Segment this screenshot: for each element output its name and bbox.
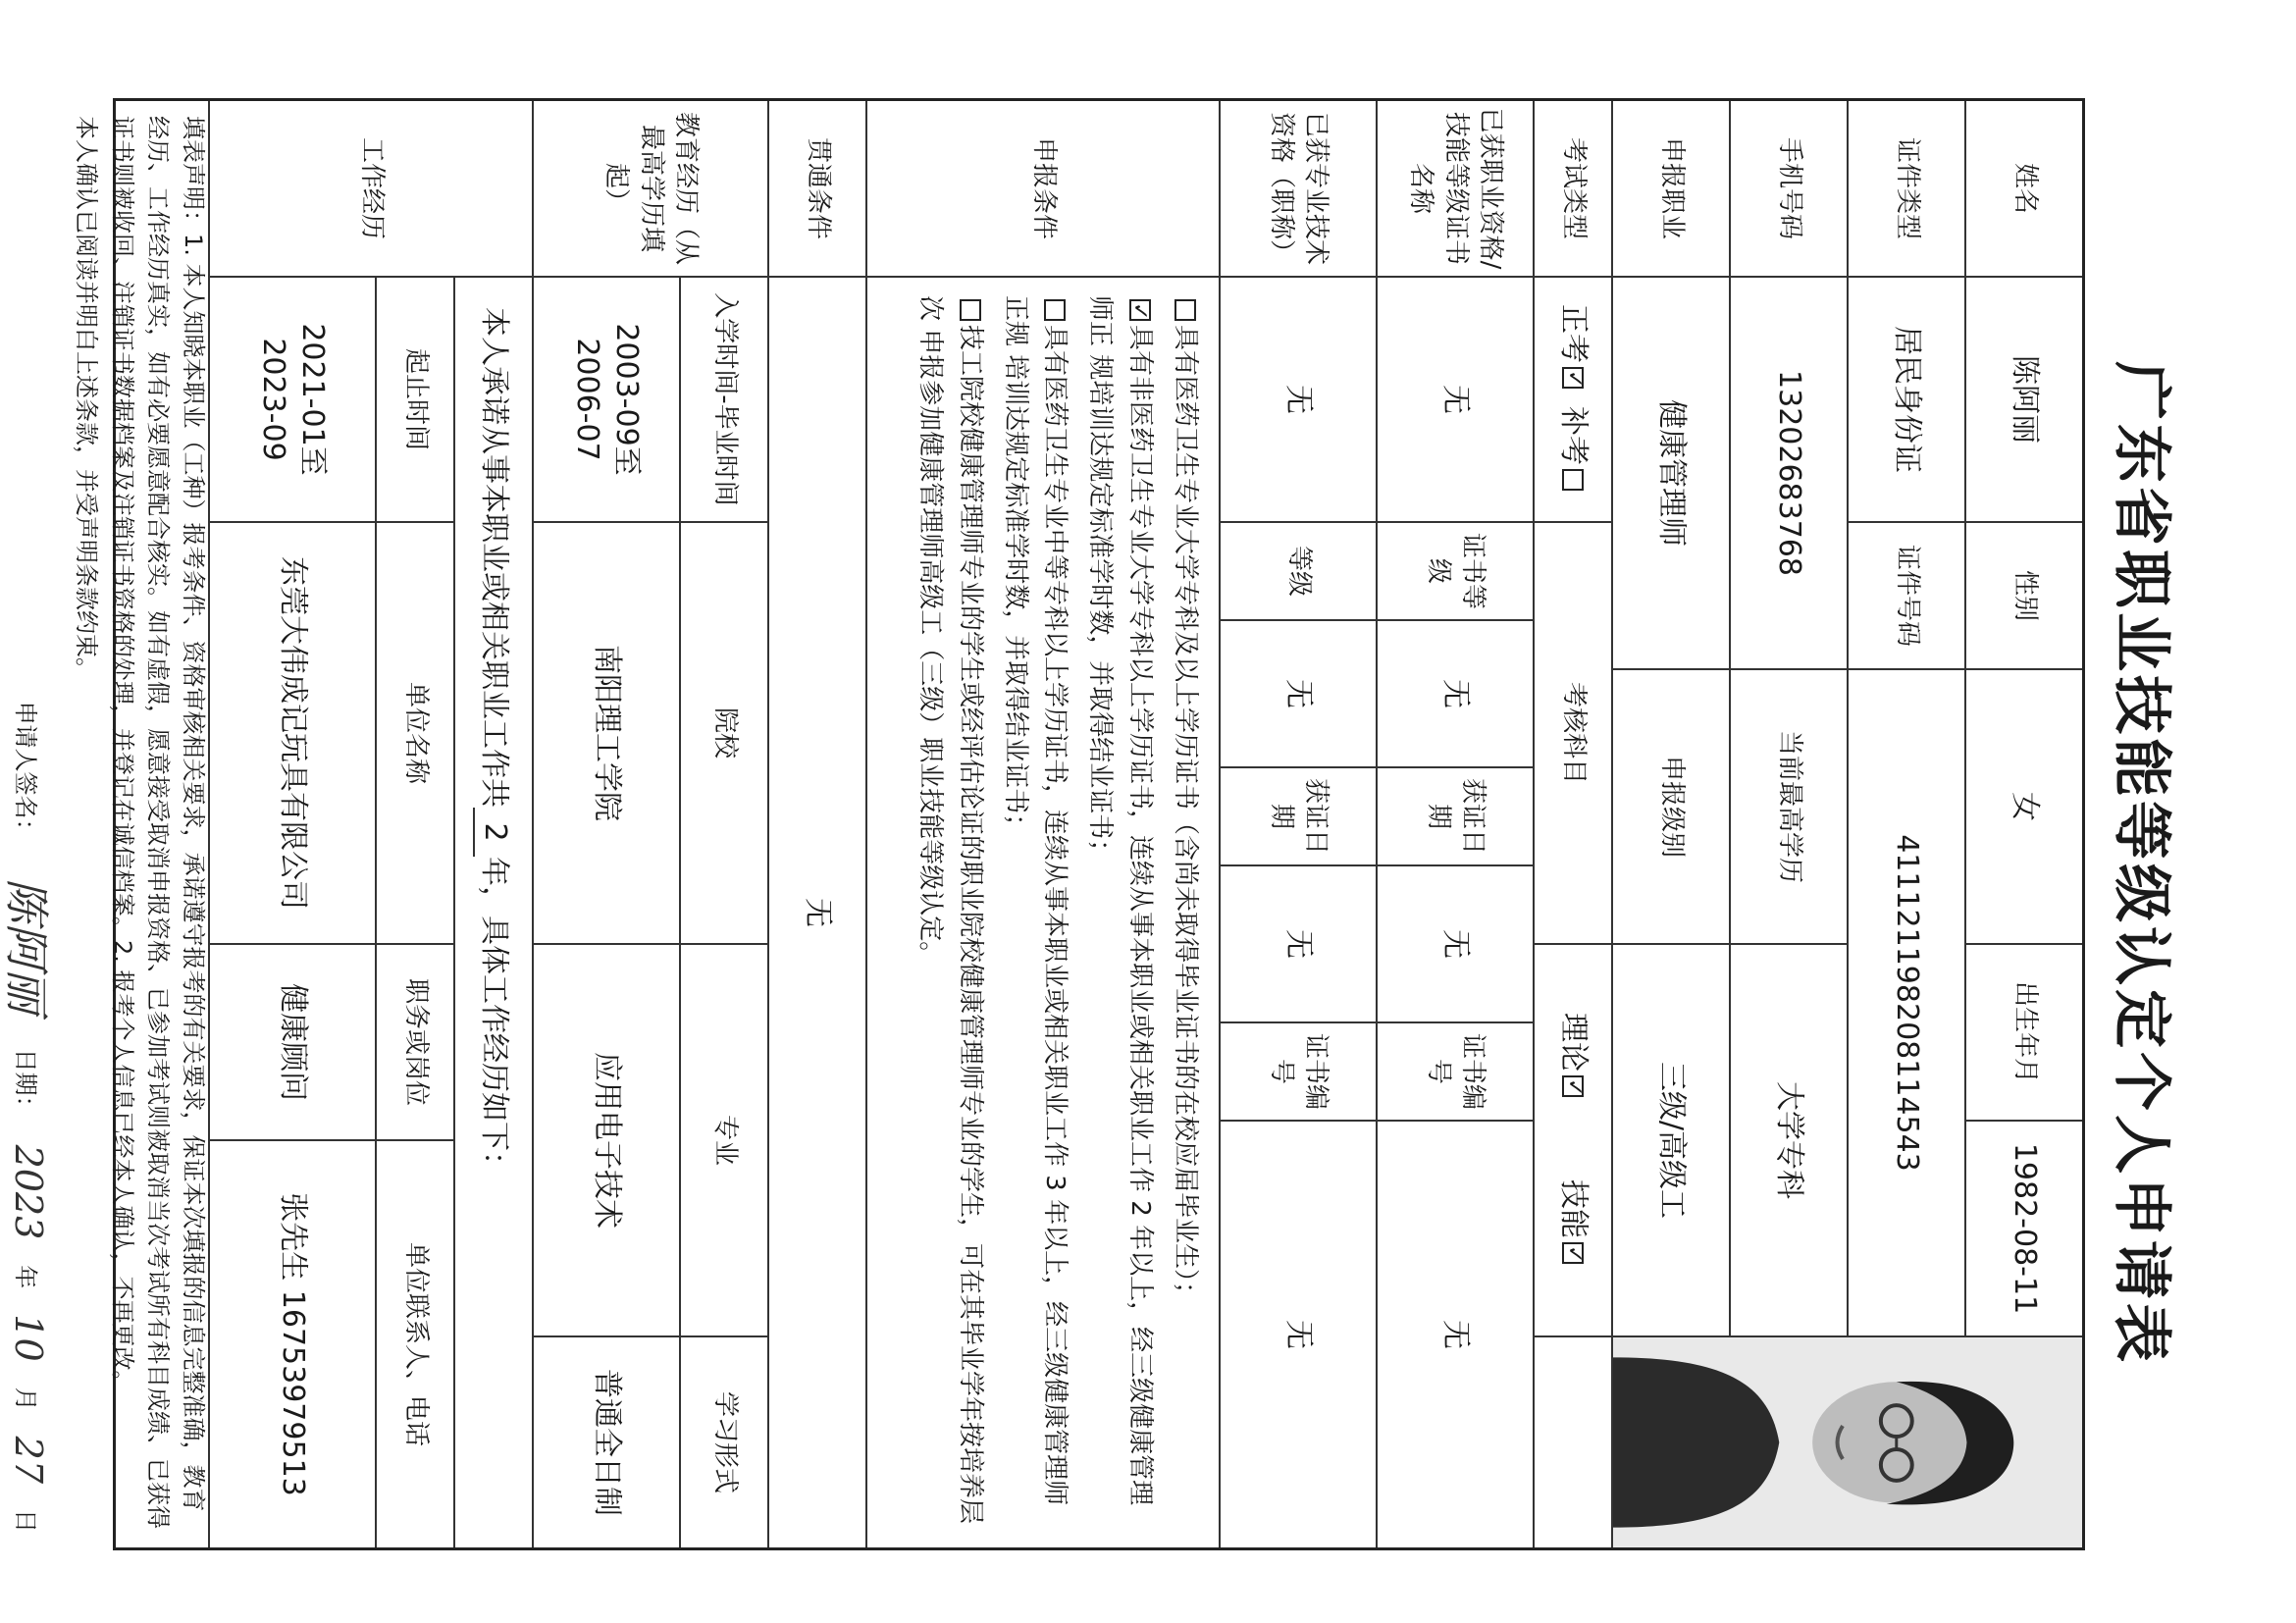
makeup-exam-checkbox[interactable] bbox=[1562, 469, 1584, 491]
condition-item: 技工院校健康管理师专业的学生或经评估论证的职业院校健康管理师专业的学生，可在其毕业学年按培养层次 申报参加健康管理师高级工（三级）职业技能等级认定。 bbox=[915, 295, 985, 1525]
condition-item: 具有医药卫生专业大学专科及以上学历证书（含尚未取得毕业证书的在校应届毕业生）； bbox=[1166, 295, 1205, 1530]
education-history-label: 教育经历（从最高学历填起） bbox=[532, 101, 767, 278]
birth-value: 1982-08-11 bbox=[1964, 1122, 2082, 1337]
applicant-signature[interactable]: 陈阿丽 bbox=[0, 868, 62, 1023]
study-form-value: 普通全日制 bbox=[532, 1337, 679, 1547]
skill-text: 技能 bbox=[1556, 1179, 1592, 1238]
name-value: 陈阿丽 bbox=[1964, 278, 2082, 523]
id-type-value: 居民身份证 bbox=[1847, 278, 1964, 523]
form-title: 广东省职业技能等级认定个人申请表 bbox=[2107, 361, 2175, 1366]
skill-checkbox[interactable] bbox=[1562, 1242, 1584, 1264]
link-condition-label: 贯通条件 bbox=[767, 101, 865, 278]
title-level-value: 无 bbox=[1219, 621, 1376, 768]
gender-label: 性别 bbox=[1964, 523, 2082, 670]
applicant-photo bbox=[1611, 1337, 2082, 1547]
cert-date-value: 无 bbox=[1376, 866, 1533, 1023]
cert-name-label: 已获职业资格/技能等级证书名称 bbox=[1376, 101, 1533, 278]
condition-4-checkbox[interactable] bbox=[960, 299, 981, 321]
conditions-list bbox=[865, 278, 1219, 1547]
regular-exam-text: 正考 bbox=[1556, 304, 1592, 363]
condition-2-checkbox[interactable] bbox=[1129, 299, 1151, 321]
cert-level-label: 证书等级 bbox=[1376, 523, 1533, 621]
name-label: 姓名 bbox=[1964, 101, 2082, 278]
study-form-header: 学习形式 bbox=[679, 1337, 767, 1547]
major-value: 应用电子技术 bbox=[532, 945, 679, 1337]
link-condition-value: 无 bbox=[767, 278, 865, 1547]
title-name-label: 已获专业技术资格（职称） bbox=[1219, 101, 1376, 278]
declaration-text: 填表声明：1. 本人知晓本职业（工种）报考条件、资格审核相关要求，承诺遵守报考的有关要求，保证本次填报的信息完整准确，教育经历、工作经历真实，如有必要愿意配合核实。如有虚假，愿意接受取消申报资格、已参加考试则被取消当次考试所有科目成绩、已获得证书则被收回、注销证书数据档案及注销证书资格的处理，并登记在诚信档案。2. 报考个人信息已经本人确认，不再更改。 bbox=[109, 116, 207, 1529]
form-table bbox=[113, 98, 2085, 1550]
makeup-exam-text: 补考 bbox=[1556, 406, 1592, 465]
study-period-header: 入学时间-毕业时间 bbox=[679, 278, 767, 523]
work-period-value: 2021-01至2023-09 bbox=[208, 278, 375, 523]
cert-no-value: 无 bbox=[1376, 1122, 1533, 1547]
cert-level-value: 无 bbox=[1376, 621, 1533, 768]
signature-line: 申请人签名： 陈阿丽 日期： 2023 年 10 月 27 日 bbox=[0, 116, 62, 1533]
date-label: 日期： bbox=[12, 1048, 40, 1120]
title-date-label: 获证日期 bbox=[1219, 768, 1376, 866]
major-header: 专业 bbox=[679, 945, 767, 1337]
exam-type-label: 考试类型 bbox=[1533, 101, 1611, 278]
work-period-header: 起止时间 bbox=[375, 278, 453, 523]
regular-exam-checkbox[interactable] bbox=[1562, 367, 1584, 389]
date-year[interactable]: 2023 bbox=[7, 1144, 50, 1240]
id-number-value: 411121198208114543 bbox=[1847, 670, 1964, 1337]
cert-name-value: 无 bbox=[1376, 278, 1533, 523]
cert-date-label: 获证日期 bbox=[1376, 768, 1533, 866]
phone-value: 13202683768 bbox=[1729, 278, 1847, 670]
phone-label: 手机号码 bbox=[1729, 101, 1847, 278]
confirmation-area bbox=[0, 98, 106, 1550]
occupation-label: 申报职业 bbox=[1611, 101, 1729, 278]
condition-item: ✓具有非医药卫生专业大学专科以上学历证书，连续从事本职业或相关职业工作 2 年以上，经三级健康管理师正 规培训达规定标准学时数，并取得结业证书； bbox=[1080, 295, 1160, 1530]
person-portrait-icon bbox=[1613, 1337, 2082, 1547]
title-level-label: 等级 bbox=[1219, 523, 1376, 621]
occupation-value: 健康管理师 bbox=[1611, 278, 1729, 670]
condition-1-checkbox[interactable] bbox=[1174, 299, 1196, 321]
employer-header: 单位名称 bbox=[375, 523, 453, 945]
conditions-label: 申报条件 bbox=[865, 101, 1219, 278]
title-no-value: 无 bbox=[1219, 1122, 1376, 1547]
work-history-label: 工作经历 bbox=[208, 101, 532, 278]
subject-options bbox=[1533, 945, 1611, 1337]
position-value: 健康顾问 bbox=[208, 945, 375, 1141]
id-number-label: 证件号码 bbox=[1847, 523, 1964, 670]
exam-type-blank bbox=[1533, 1337, 1611, 1547]
id-type-label: 证件类型 bbox=[1847, 101, 1964, 278]
level-label: 申报级别 bbox=[1611, 670, 1729, 945]
title-date-value: 无 bbox=[1219, 866, 1376, 1023]
condition-3-checkbox[interactable] bbox=[1044, 299, 1066, 321]
sign-label: 申请人签名： bbox=[12, 701, 40, 843]
date-day[interactable]: 27 bbox=[7, 1436, 50, 1484]
theory-checkbox[interactable] bbox=[1562, 1075, 1584, 1097]
declaration-text-area bbox=[109, 98, 211, 1550]
education-level-value: 大学专科 bbox=[1729, 945, 1847, 1337]
work-commitment: 本人承诺从事本职业或相关职业工作共 2 年，具体工作经历如下： bbox=[453, 278, 532, 1547]
education-level-label: 当前最高学历 bbox=[1729, 670, 1847, 945]
gender-value: 女 bbox=[1964, 670, 2082, 945]
employer-value: 东莞大伟成记玩具有限公司 bbox=[208, 523, 375, 945]
work-years: 2 bbox=[473, 808, 515, 857]
title-name-value: 无 bbox=[1219, 278, 1376, 523]
school-value: 南阳理工学院 bbox=[532, 523, 679, 945]
confirmation-text: 本人确认已阅读并明白上述条款，并受声明条款约束。 bbox=[73, 116, 100, 681]
study-period-value: 2003-09至2006-07 bbox=[532, 278, 679, 523]
level-value: 三级/高级工 bbox=[1611, 945, 1729, 1337]
subject-label: 考核科目 bbox=[1533, 523, 1611, 945]
date-month[interactable]: 10 bbox=[7, 1314, 50, 1362]
exam-type-options bbox=[1533, 278, 1611, 523]
school-header: 院校 bbox=[679, 523, 767, 945]
birth-label: 出生年月 bbox=[1964, 945, 2082, 1122]
condition-item: 具有医药卫生专业中等专科以上学历证书，连续从事本职业或相关职业工作 3 年以上，经三级健康管理师正规 培训达规定标准学时数，并取得结业证书； bbox=[1000, 295, 1070, 1506]
position-header: 职务或岗位 bbox=[375, 945, 453, 1141]
title-no-label: 证书编号 bbox=[1219, 1023, 1376, 1122]
cert-no-label: 证书编号 bbox=[1376, 1023, 1533, 1122]
contact-value: 张先生 16753979513 bbox=[208, 1141, 375, 1547]
theory-text: 理论 bbox=[1556, 1013, 1592, 1072]
contact-header: 单位联系人、电话 bbox=[375, 1141, 453, 1547]
